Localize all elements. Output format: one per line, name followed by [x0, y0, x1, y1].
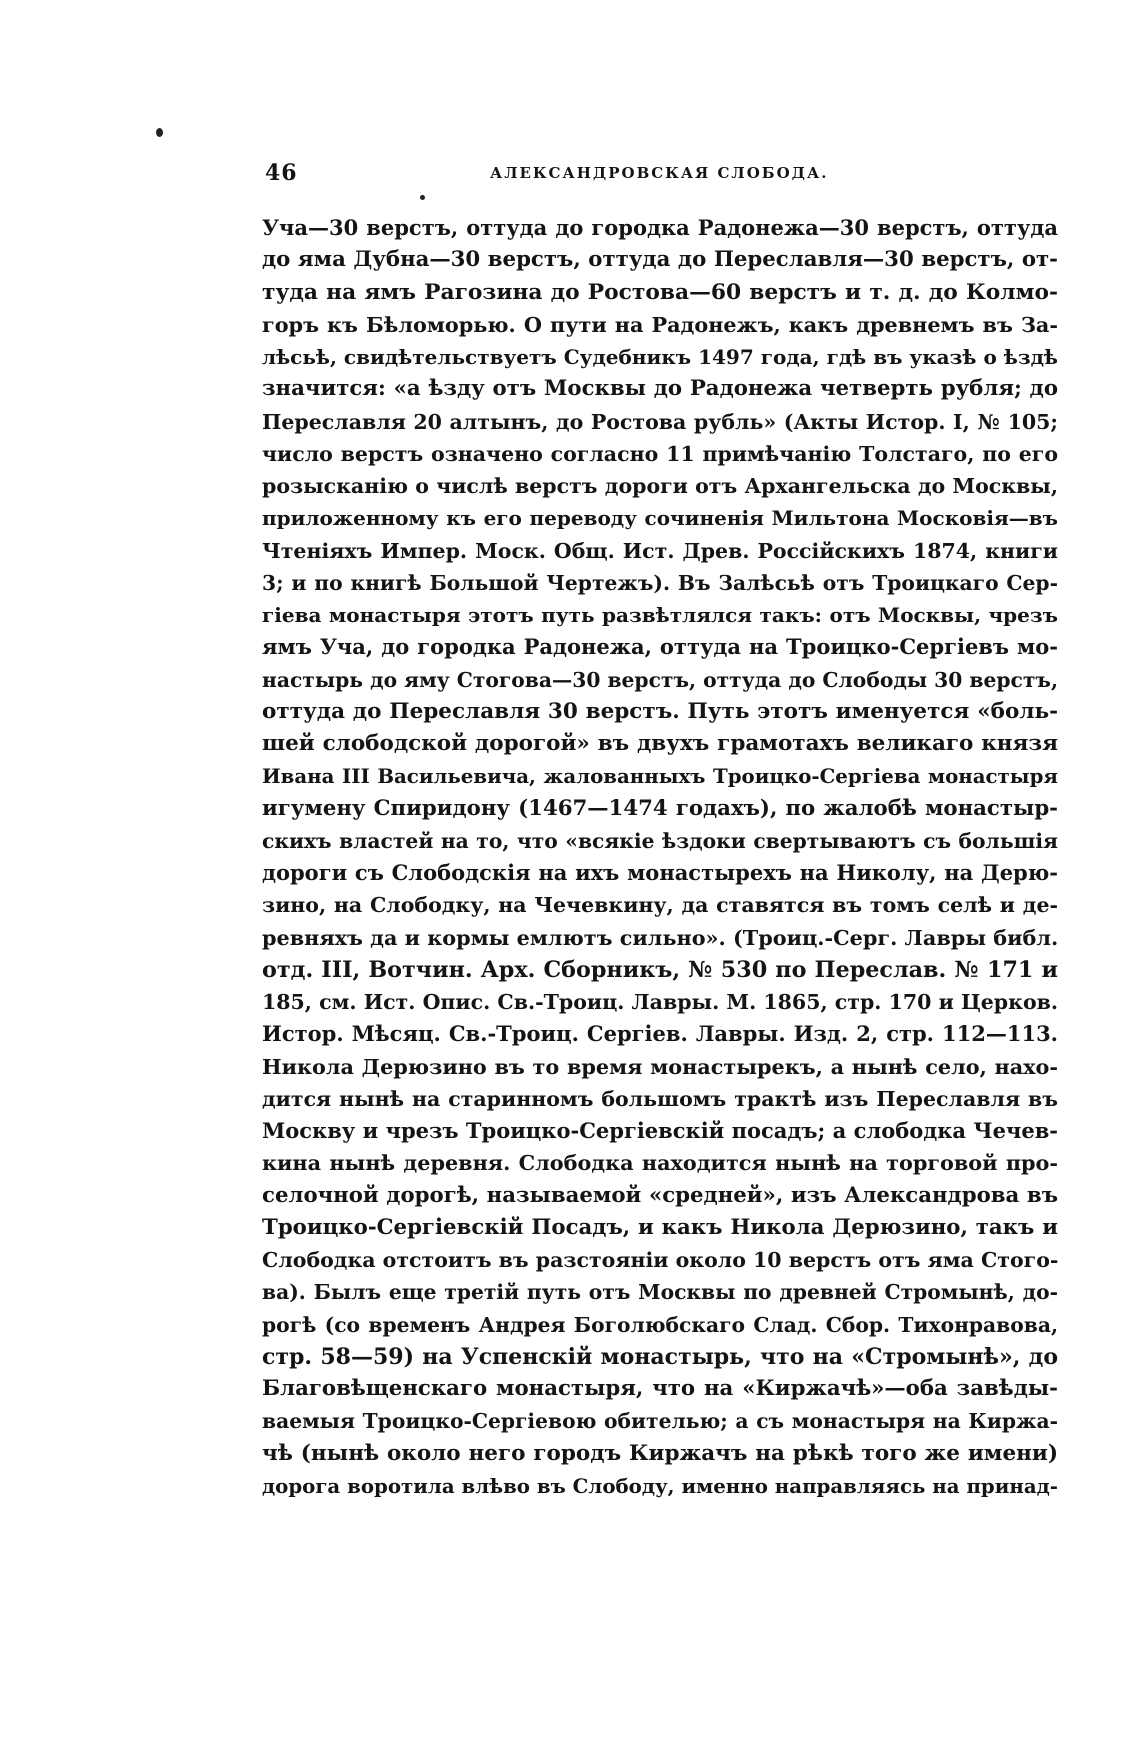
text-line: скихъ властей на то, что «всякіе ѣздоки свертываютъ съ большія — [262, 828, 1058, 853]
text-line: дороги съ Слободскія на ихъ монастырехъ на Николу, на Дерю- — [262, 860, 1058, 885]
text-line: рогѣ (со временъ Андрея Боголюбскаго Слад. Сбор. Тихонравова, — [262, 1312, 1058, 1337]
text-line: розысканію о числѣ верстъ дороги отъ Архангельска до Москвы, — [262, 474, 1058, 498]
text-line: дорога воротила влѣво въ Слободу, именно направляясь на принад- — [262, 1473, 1058, 1498]
ink-speck — [420, 195, 425, 200]
text-line: туда на ямъ Рагозина до Ростова—60 верстъ и т. д. до Колмо- — [262, 279, 1058, 305]
text-line: селочной дорогѣ, называемой «средней», изъ Александрова въ — [262, 1182, 1058, 1208]
text-line: оттуда до Переславля 30 верстъ. Путь этотъ именуется «боль- — [262, 698, 1058, 724]
text-line: 185, см. Ист. Опис. Св.-Троиц. Лавры. М. 1865, стр. 170 и Церков. — [262, 990, 1058, 1014]
text-line: число верстъ означено согласно 11 примѣчанію Толстаго, по его — [262, 441, 1058, 466]
text-line: значится: «а ѣзду отъ Москвы до Радонежа четверть рубля; до — [262, 376, 1058, 402]
text-line: ревняхъ да и кормы емлютъ сильно». (Троиц.-Серг. Лавры библ. — [262, 925, 1058, 950]
text-line: зино, на Слободку, на Чечевкину, да ставятся въ томъ селѣ и де- — [262, 893, 1058, 918]
text-line: Москву и чрезъ Троицко-Сергіевскій посадъ; а слободка Чечев- — [262, 1118, 1058, 1143]
text-line: настырь до яму Стогова—30 верстъ, оттуда до Слободы 30 верстъ, — [262, 667, 1058, 692]
body-text — [262, 212, 1058, 1502]
text-line: ва). Былъ еще третій путь отъ Москвы по древней Стромынѣ, до- — [262, 1280, 1058, 1305]
text-line: отд. III, Вотчин. Арх. Сборникъ, № 530 по Переслав. № 171 и — [262, 956, 1058, 983]
text-line: Благовѣщенскаго монастыря, что на «Киржачѣ»—оба завѣды- — [262, 1376, 1058, 1401]
text-line: ямъ Уча, до городка Радонежа, оттуда на Троицко-Сергіевъ мо- — [262, 634, 1058, 660]
text-line: игумену Спиридону (1467—1474 годахъ), по жалобѣ монастыр- — [262, 795, 1058, 821]
text-line: шей слободской дорогой» въ двухъ грамотахъ великаго князя — [262, 731, 1058, 756]
text-line: 3; и по книгѣ Большой Чертежъ). Въ Залѣсьѣ отъ Троицкаго Сер- — [262, 570, 1058, 595]
text-line: Переславля 20 алтынъ, до Ростова рубль» (Акты Истор. I, № 105; — [262, 409, 1058, 434]
text-line: Уча—30 верстъ, оттуда до городка Радонежа—30 верстъ, оттуда — [262, 215, 1058, 240]
page-number: 46 — [265, 160, 298, 186]
text-line: гіева монастыря этотъ путь развѣтлялся такъ: отъ Москвы, чрезъ — [262, 603, 1058, 627]
text-line: Слободка отстоитъ въ разстояніи около 10 верстъ отъ яма Стого- — [262, 1248, 1058, 1272]
running-title: АЛЕКСАНДРОВСКАЯ СЛОБОДА. — [490, 164, 829, 182]
text-line: ваемыя Троицко-Сергіевою обителью; а съ монастыря на Киржа- — [262, 1409, 1058, 1434]
text-line: приложенному къ его переводу сочиненія Мильтона Московія—въ — [262, 506, 1058, 531]
text-line: кина нынѣ деревня. Слободка находится нынѣ на торговой про- — [262, 1151, 1058, 1176]
text-line: чѣ (нынѣ около него городъ Киржачъ на рѣкѣ того же имени) — [262, 1440, 1058, 1466]
text-line: Никола Дерюзино въ то время монастырекъ, а нынѣ село, нахо- — [262, 1054, 1058, 1079]
text-line: Чтеніяхъ Импер. Моск. Общ. Ист. Древ. Россійскихъ 1874, книги — [262, 538, 1058, 563]
text-line: Ивана III Васильевича, жалованныхъ Троицко-Сергіева монастыря — [262, 764, 1058, 789]
text-line: дится нынѣ на старинномъ большомъ трактѣ изъ Переславля въ — [262, 1086, 1058, 1111]
ink-speck — [156, 128, 163, 137]
text-line: Троицко-Сергіевскій Посадъ, и какъ Никола Дерюзино, такъ и — [262, 1214, 1058, 1240]
text-line: лѣсьѣ, свидѣтельствуетъ Судебникъ 1497 года, гдѣ въ указѣ о ѣздѣ — [262, 345, 1058, 369]
page-header — [265, 160, 1065, 190]
text-line: Истор. Мѣсяц. Св.-Троиц. Сергіев. Лавры. Изд. 2, стр. 112—113. — [262, 1021, 1058, 1047]
text-line: до яма Дубна—30 верстъ, оттуда до Переславля—30 верстъ, от- — [262, 247, 1058, 273]
text-line: горъ къ Бѣломорью. О пути на Радонежъ, какъ древнемъ въ За- — [262, 312, 1058, 337]
text-line: стр. 58—59) на Успенскій монастырь, что на «Стромынѣ», до — [262, 1343, 1058, 1370]
